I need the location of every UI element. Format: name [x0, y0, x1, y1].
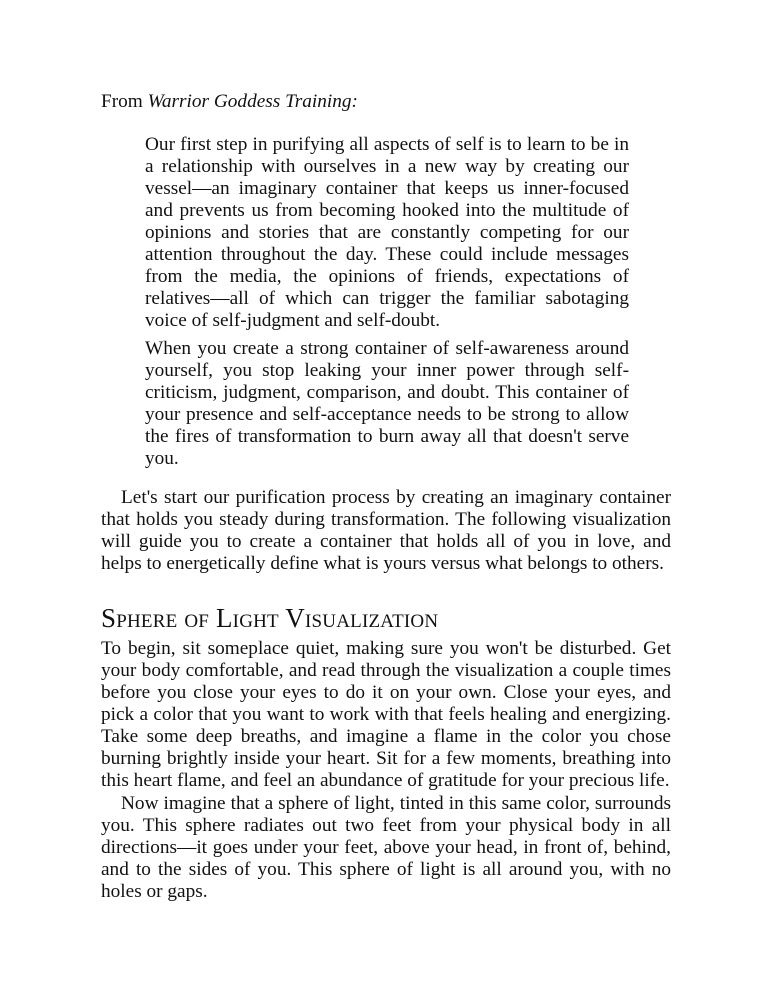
block-quote-paragraph-1: Our first step in purifying all aspects of self is to learn to be in a relationship with ourselves in a new way by creating our vessel—an imaginary container that keeps us inner-focused and prevents us from becoming hooked into the multitude of opinions and stories that are constantly competing for our attention throughout the day. These could include messages from the media, the opinions of friends, expectations of relatives—all of which can trigger the familiar sabotaging voice of self-judgment and self-doubt. — [145, 134, 629, 332]
body-paragraph-1: Let's start our purification process by creating an imaginary container that holds you steady during transformation. The following visualization will guide you to create a container that holds all of you in love, and helps to energetically define what is yours versus what belongs to others. — [101, 487, 671, 575]
body-paragraph-3: Now imagine that a sphere of light, tinted in this same color, surrounds you. This sphere radiates out two feet from your physical body in all directions—it goes under your feet, above your head, in front of, behind, and to the sides of you. This sphere of light is all around you, with no holes or gaps. — [101, 793, 671, 903]
intro-prefix: From — [101, 91, 148, 112]
body-paragraph-2: To begin, sit someplace quiet, making sure you won't be disturbed. Get your body comfortable, and read through the visualization a couple times before you close your eyes to do it on your own. Close your eyes, and pick a color that you want to work with that feels healing and energizing. Take some deep breaths, and imagine a flame in the color you chose burning brightly inside your heart. Sit for a few moments, breathing into this heart flame, and feel an abundance of gratitude for your precious life. — [101, 638, 671, 792]
intro-line — [101, 91, 358, 113]
block-quote-paragraph-2: When you create a strong container of self-awareness around yourself, you stop leaking your inner power through self-criticism, judgment, comparison, and doubt. This container of your presence and self-acceptance needs to be strong to allow the fires of transformation to burn away all that doesn't serve you. — [145, 338, 629, 470]
section-heading: Sphere of Light Visualization — [101, 603, 439, 633]
book-title: Warrior Goddess Training: — [147, 91, 358, 112]
